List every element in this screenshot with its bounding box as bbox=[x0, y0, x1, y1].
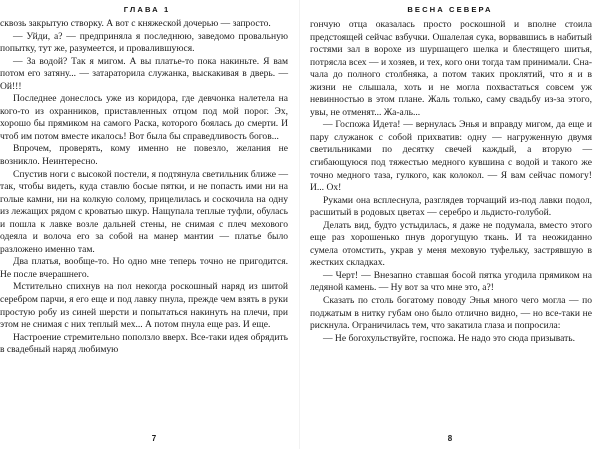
left-page-body-text bbox=[0, 18, 288, 357]
paragraph: Руками она всплеснула, разглядев торчащий из-под лавки подол, расшитый в родовых цветах — серебро и льдисто-голубой. bbox=[310, 194, 592, 219]
right-page-running-head: ВЕСНА СЕВЕРА bbox=[407, 5, 493, 14]
paragraph: Впрочем, проверять, кому именно не повезло, желания не возникло. Неинтересно. bbox=[0, 143, 288, 168]
right-page-number: 8 bbox=[447, 434, 453, 443]
paragraph: Сказать по столь богатому поводу Энья много чего могла — по поджатым в нитку губам оно было отлично видно, — но все-таки не рискнула. Ограничилась тем, что закатила глаза и попросила: bbox=[310, 295, 592, 332]
paragraph: — Черт! — Внезапно ставшая босой пятка угодила прямиком на ледяной камень. — Ну вот за что мне это, а?! bbox=[310, 269, 592, 294]
paragraph: гончую отца оказалась просто роскошной и вполне стоила предстоящей сейчас взбучки. Ошалелая сука, ворвавшись в набитый гостями зал в ворохе из шуршащего шелка и блестящего шитья, потрясла всех — и хозяев, и тех, кого они тогда там принимали. Сначала до полного столбняка, а потом таких проклятий, что я и в жизни не слышала, хоть и не могла похвастаться совсем уж невинностью в этом плане. Жаль только, саму свадьбу из-за этого, увы, не отменят... Жа-аль... bbox=[310, 19, 592, 118]
paragraph: — Уйди, а? — предприняла я последнюю, заведомо провальную попытку, тут же, разумеется, и провалившуюся. bbox=[0, 30, 288, 55]
paragraph: — За водой? Так я мигом. А вы платье-то пока накиньте. Я вам потом его затяну... — затараторила служанка, выскакивая в дверь. — Ой!!! bbox=[0, 55, 288, 92]
paragraph: — Не богохульствуйте, госпожа. Не надо это сюда призывать. bbox=[323, 332, 576, 344]
paragraph: Последнее донеслось уже из коридора, где девчонка налетела на кого-то из охранников, приставленных отцом под мой порог. Эх, хорошо бы прямиком на самого Раска, которого боялась до смерти. И чтоб им потом вместе икалось! Вот была бы справедливость богов... bbox=[0, 93, 288, 142]
paragraph: Два платья, вообще-то. Но одно мне теперь точно не пригодится. Не после вчерашнего. bbox=[0, 256, 288, 280]
paragraph: — Госпожа Идета! — вернулась Энья и вправду мигом, да еще и пару служанок с собой прихватив: одну — нагруженную двумя светильниками по десятку свечей каждый, а вторую — сгибающуюся под тяжестью медного кувшина с водой и такого же точно медного таза, гулкого, как колокол. — Я вам сейчас помогу! И... Ох! bbox=[310, 119, 592, 194]
paragraph: Мстительно спихнув на пол некогда роскошный наряд из шитой серебром парчи, я его еще и под лавку пнула, прежде чем взять в руки простую робу из синей шерсти и попытаться накинуть на плечи, при этом не снимая с них теплый мех... А потом пнула еще раз. И еще. bbox=[0, 281, 288, 331]
right-page bbox=[300, 0, 600, 449]
right-page-body-text bbox=[310, 19, 592, 345]
paragraph: Спустив ноги с высокой постели, я подтянула светильник ближе — так, чтобы видеть, куда ставлю босые пятки, и не попасть ими ни на голые камни, ни на колкую солому, прицелилась и соскочила на одну из лежащих рядом с кроватью шкур. Нащупала теплые туфли, обулась и пошла к лавке возле дальней стены, не снимая с плеч мехового одеяла и волоча его за собой на манер мантии — платье было разложено именно там. bbox=[0, 168, 288, 255]
paragraph: Настроение стремительно поползло вверх. Все-таки идея обрядить в свадебный наряд любимую bbox=[0, 331, 288, 356]
left-page-number: 7 bbox=[151, 434, 157, 443]
paragraph: сквозь закрытую створку. А вот с княжеской дочерью — запросто. bbox=[0, 18, 271, 29]
paragraph: Делать вид, будто устыдилась, я даже не подумала, вместо этого еще раз хорошенько пнув дорогущую ткань. И та неожиданно сумела отомстить, украв у меня меховую туфельку, застрявшую в жестких складках. bbox=[310, 219, 592, 269]
left-page-running-head: ГЛАВА 1 bbox=[123, 5, 171, 14]
